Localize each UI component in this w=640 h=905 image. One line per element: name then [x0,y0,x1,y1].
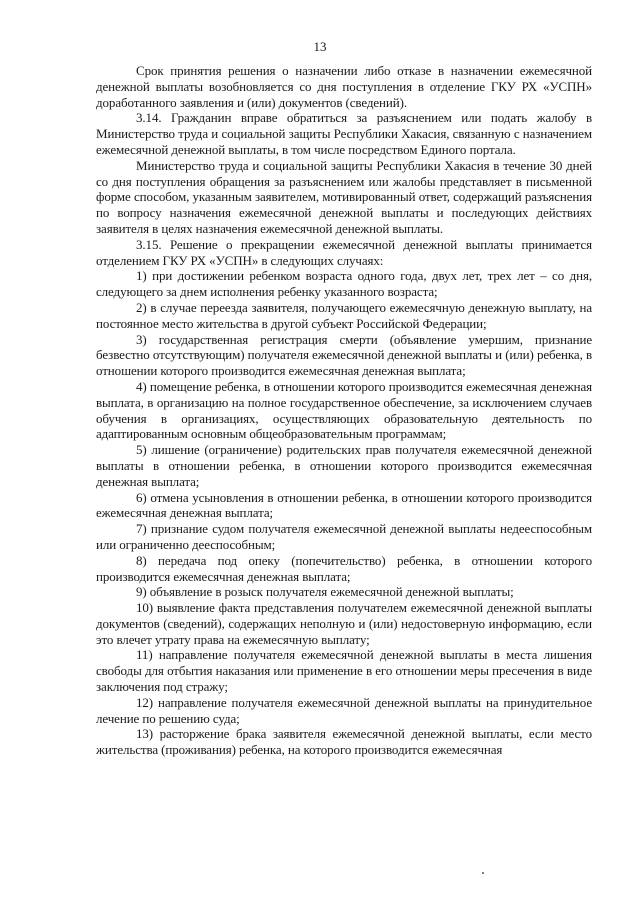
paragraph-ministry-response: Министерство труда и социальной защиты Республики Хакасия в течение 30 дней со дня поступления обращения за разъяснением или жалобы представляет в письменной форме способом, указанным заявителем, мотивированный ответ, содержащий разъяснения по вопросу назначения ежемесячной денежной выплаты и последующих действиях заявителя в целях назначения ежемесячной денежной выплаты. [96,157,592,236]
list-item-3: 3) государственная регистрация смерти (объявление умершим, признание безвестно отсутствующим) получателя ежемесячной денежной выплаты и (или) ребенка, в отношении которого производится ежемесячная денежная выплата; [96,331,592,379]
list-item-9: 9) объявление в розыск получателя ежемесячной денежной выплаты; [136,584,514,600]
list-item-6: 6) отмена усыновления в отношении ребенка, в отношении которого производится ежемесячная денежная выплата; [96,489,592,521]
list-item-11: 11) направление получателя ежемесячной денежной выплаты в места лишения свободы для отбытия наказания или применение в его отношении меры пресечения в виде заключения под стражу; [96,647,592,695]
list-item-4: 4) помещение ребенка, в отношении которого производится ежемесячная денежная выплата, в организацию на полное государственное обеспечение, за исключением случаев обучения в организациях, осуществляющих образовательную деятельность по адаптированным основным общеобразовательным программам; [96,378,592,442]
page-number: 13 [313,39,327,54]
list-item-13: 13) расторжение брака заявителя ежемесячной денежной выплаты, если место жительства (проживания) ребенка, на которого производится ежемесячная [96,726,592,758]
scan-speck [482,872,484,874]
list-item-7: 7) признание судом получателя ежемесячной денежной выплаты недееспособным или ограниченно дееспособным; [96,521,592,552]
list-item-10: 10) выявление факта представления получателем ежемесячной денежной выплаты документов (сведений), содержащих неполную и (или) недостоверную информацию, если это влечет утрату права на ежемесячную выплату; [96,600,592,647]
paragraph-decision-term: Срок принятия решения о назначении либо отказе в назначении ежемесячной денежной выплаты возобновляется со дня поступления в отделение ГКУ РХ «УСПН» доработанного заявления и (или) документов (сведений). [96,63,592,110]
list-item-8: 8) передача под опеку (попечительство) ребенка, в отношении которого производится ежемесячная денежная выплата; [96,552,592,584]
paragraph-3-14-appeal: 3.14. Гражданин вправе обратиться за разъяснением или подать жалобу в Министерство труда и социальной защиты Республики Хакасия, связанную с назначением ежемесячной денежной выплаты, в том числе посредством Единого портала. [96,110,592,157]
list-item-12: 12) направление получателя ежемесячной денежной выплаты на принудительное лечение по решению суда; [96,694,592,726]
paragraph-3-15-termination: 3.15. Решение о прекращении ежемесячной денежной выплаты принимается отделением ГКУ РХ «УСПН» в следующих случаях: [96,236,592,268]
list-item-2: 2) в случае переезда заявителя, получающего ежемесячную денежную выплату, на постоянное место жительства в другой субъект Российской Федерации; [96,299,592,331]
document-body [96,63,592,758]
list-item-5: 5) лишение (ограничение) родительских прав получателя ежемесячной денежной выплаты в отношении ребенка, в отношении которого производится ежемесячная денежная выплата; [96,442,592,489]
list-item-1: 1) при достижении ребенком возраста одного года, двух лет, трех лет – со дня, следующего за днем исполнения ребенку указанного возраста; [96,268,592,300]
